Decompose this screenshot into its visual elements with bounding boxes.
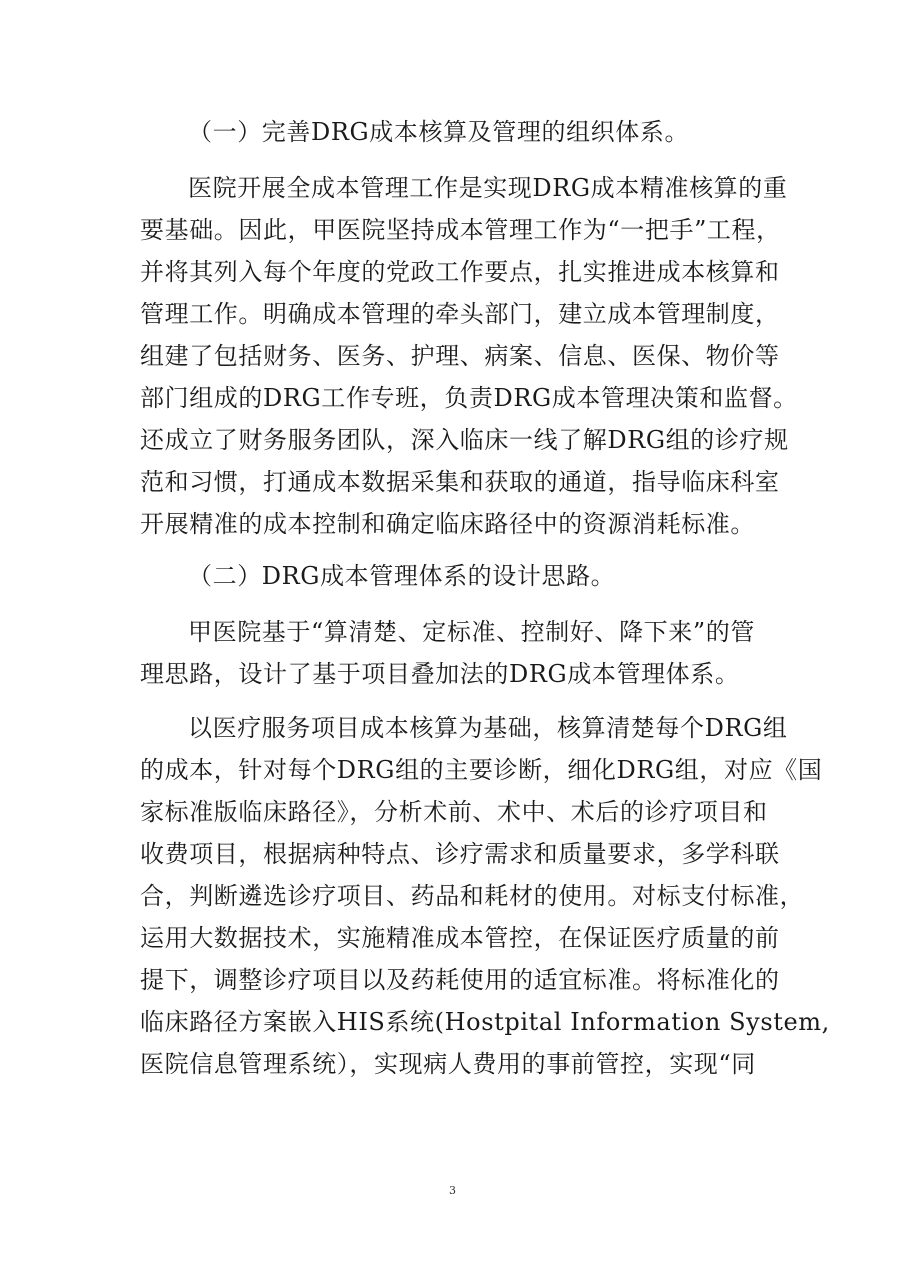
- paragraph-1-line: 医院开展全成本管理工作是实现DRG成本精准核算的重: [188, 174, 788, 202]
- section-heading-2: （二）DRG成本管理体系的设计思路。: [188, 562, 616, 590]
- paragraph-1-line: 部门组成的DRG工作专班，负责DRG成本管理决策和监督。: [140, 384, 798, 412]
- paragraph-1-line: 并将其列入每个年度的党政工作要点，扎实推进成本核算和: [140, 258, 780, 286]
- section-heading-1: （一）完善DRG成本核算及管理的组织体系。: [188, 118, 690, 146]
- paragraph-3-line: 合，判断遴选诊疗项目、药品和耗材的使用。对标支付标准，: [140, 882, 805, 910]
- paragraph-1-line: 管理工作。明确成本管理的牵头部门，建立成本管理制度，: [140, 300, 780, 328]
- paragraph-3-line: 收费项目，根据病种特点、诊疗需求和质量要求，多学科联: [140, 840, 780, 868]
- paragraph-3-line: 运用大数据技术，实施精准成本管控，在保证医疗质量的前: [140, 924, 780, 952]
- paragraph-1-line: 开展精准的成本控制和确定临床路径中的资源消耗标准。: [140, 510, 755, 538]
- paragraph-1-line: 组建了包括财务、医务、护理、病案、信息、医保、物价等: [140, 342, 780, 370]
- paragraph-1-line: 要基础。因此，甲医院坚持成本管理工作为“一把手”工程，: [140, 216, 781, 244]
- paragraph-3-line: 以医疗服务项目成本核算为基础，核算清楚每个DRG组: [188, 714, 788, 742]
- paragraph-3-line: 家标准版临床路径》，分析术前、术中、术后的诊疗项目和: [140, 798, 768, 826]
- paragraph-3-line: 医院信息管理系统），实现病人费用的事前管控，实现“同: [140, 1050, 756, 1078]
- page-number: 3: [449, 1184, 456, 1197]
- paragraph-1-line: 还成立了财务服务团队，深入临床一线了解DRG组的诊疗规: [140, 426, 789, 454]
- paragraph-2-line: 理思路，设计了基于项目叠加法的DRG成本管理体系。: [140, 660, 740, 688]
- paragraph-3-line: 的成本，针对每个DRG组的主要诊断，细化DRG组，对应《国: [140, 756, 823, 784]
- paragraph-3-line: 临床路径方案嵌入HIS系统(Hostpital Information System,: [140, 1008, 830, 1036]
- paragraph-1-line: 范和习惯，打通成本数据采集和获取的通道，指导临床科室: [140, 468, 780, 496]
- paragraph-3-line: 提下，调整诊疗项目以及药耗使用的适宜标准。将标准化的: [140, 966, 780, 994]
- paragraph-2-line: 甲医院基于“算清楚、定标准、控制好、降下来”的管: [188, 618, 755, 646]
